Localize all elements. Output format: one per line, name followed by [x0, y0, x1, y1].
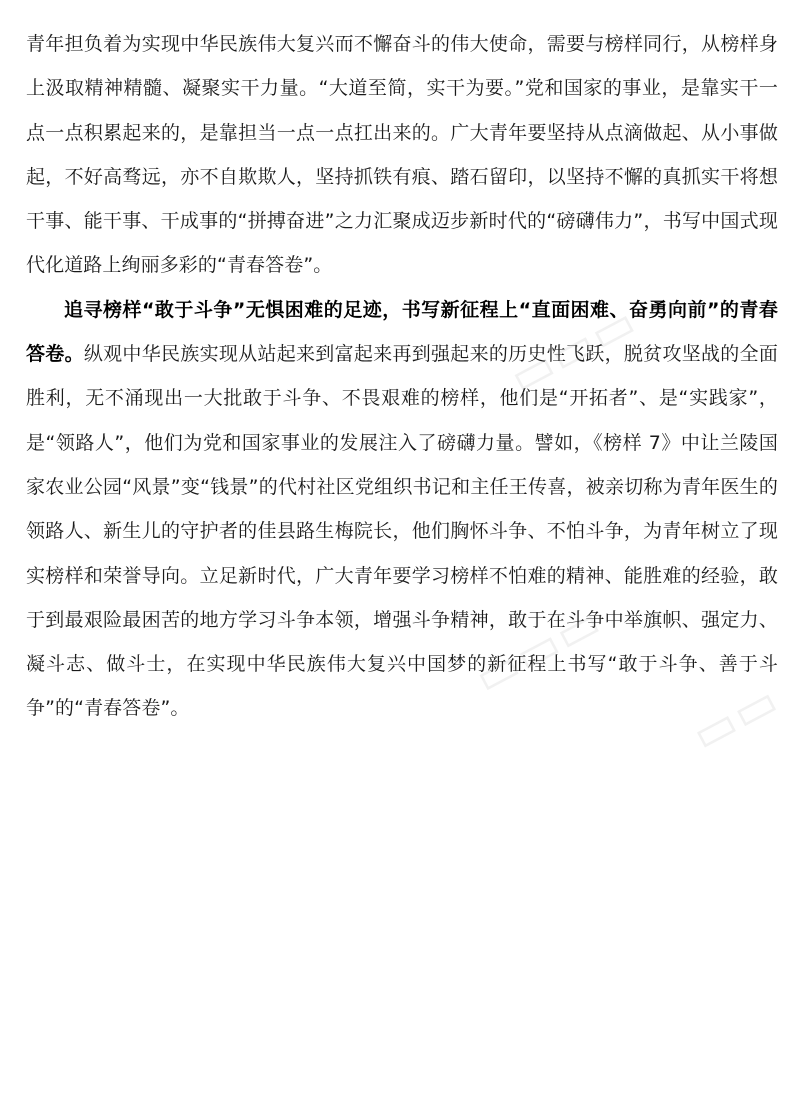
watermark-logo-icon: ▭▭	[682, 671, 789, 763]
paragraph-2-text: 纵观中华民族实现从站起来到富起来再到强起来的历史性飞跃，脱贫攻坚战的全面胜利，无不涌现出一大批敢于斗争、不畏艰难的榜样，他们是“开拓者”、是“实践家”，是“领路人”，他们为党和国家事业的发展注入了磅礴力量。譬如，《榜样 7》中让兰陵国家农业公园“风景”变“钱景”的代村社区党组织书记和主任王传喜，被亲切称为青年医生的领路人、新生儿的守护者的佳县路生梅院长，他们胸怀斗争、不怕斗争，为青年树立了现实榜样和荣誉导向。立足新时代，广大青年要学习榜样不怕难的精神、能胜难的经验，敢于到最艰险最困苦的地方学习斗争本领，增强斗争精神，敢于在斗争中举旗帜、强定力、凝斗志、做斗士，在实现中华民族伟大复兴中国梦的新征程上书写“敢于斗争、善于斗争”的“青春答卷”。	[26, 343, 778, 720]
watermark-logo-icon: ▭▭▭	[500, 293, 647, 405]
paragraph-2-lead: 追寻榜样“敢于斗争”无惧困难的足迹，书写新征程上“直面困难、奋勇向前”的青春答卷。	[26, 298, 778, 366]
paragraph-2	[26, 288, 778, 731]
watermark-logo-icon: ▭▭▭	[465, 593, 612, 705]
document-body	[26, 22, 778, 731]
paragraph-1	[26, 22, 778, 288]
paragraph-1-text: 青年担负着为实现中华民族伟大复兴而不懈奋斗的伟大使命，需要与榜样同行，从榜样身上汲取精神精髓、凝聚实干力量。“大道至简，实干为要。”党和国家的事业，是靠实干一点一点积累起来的，是靠担当一点一点扛出来的。广大青年要坚持从点滴做起、从小事做起，不好高骛远，亦不自欺欺人，坚持抓铁有痕、踏石留印，以坚持不懈的真抓实干将想干事、能干事、干成事的“拼搏奋进”之力汇聚成迈步新时代的“磅礴伟力”，书写中国式现代化道路上绚丽多彩的“青春答卷”。	[26, 33, 778, 277]
